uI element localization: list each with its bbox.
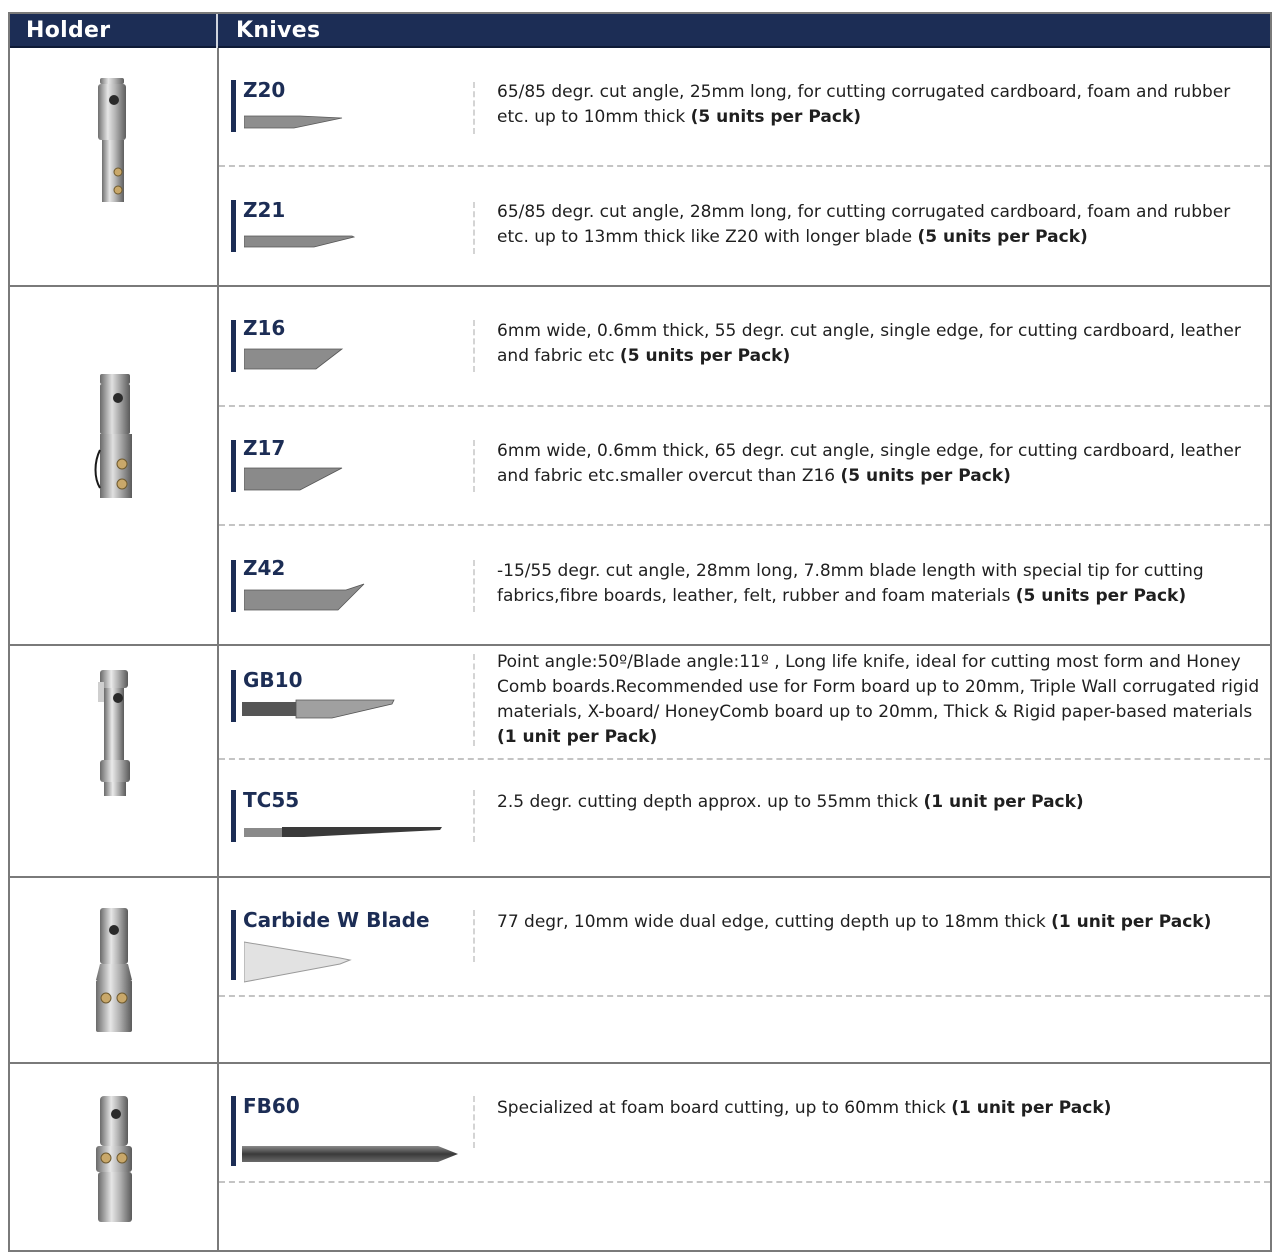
knife-name: Z20 [243, 78, 286, 102]
row-accent-bar [231, 200, 236, 252]
knife-z16-blade [244, 347, 354, 371]
row-separator [219, 165, 1270, 167]
knife-z20-blade [244, 112, 354, 134]
knife-name: Z42 [243, 556, 286, 580]
cell-divider [473, 790, 475, 842]
row-accent-bar [231, 440, 236, 492]
row-separator [219, 1181, 1270, 1183]
knife-description: 2.5 degr. cutting depth approx. up to 55mm thick (1 unit per Pack) [497, 792, 1084, 812]
cell-divider [473, 910, 475, 962]
holder-4-image [90, 906, 136, 1036]
knife-description: -15/55 degr. cut angle, 28mm long, 7.8mm blade length with special tip for cutting fabrics,fibre boards, leather, felt, rubber and foam materials (5 units per Pack) [497, 561, 1204, 606]
knife-description: Point angle:50º/Blade angle:11º , Long life knife, ideal for cutting most form and Honey Comb boards.Recommended use for Form board up to 20mm, Triple Wall corrugated rigid materials, X-board/ HoneyComb board up to 20mm, Thick & Rigid paper-based materials (1 unit per Pack) [497, 652, 1260, 747]
knife-z21-blade [244, 232, 364, 252]
knife-z17-blade [244, 466, 354, 492]
knife-name: Z16 [243, 316, 286, 340]
header-divider [216, 14, 218, 48]
knife-description: 65/85 degr. cut angle, 28mm long, for cutting corrugated cardboard, foam and rubber etc. up to 13mm thick like Z20 with longer blade (5 units per Pack) [497, 202, 1231, 247]
cell-divider [473, 560, 475, 612]
row-separator [219, 405, 1270, 407]
row-accent-bar [231, 560, 236, 612]
knife-name: GB10 [243, 668, 303, 692]
cell-divider [473, 1096, 475, 1148]
knife-description: Specialized at foam board cutting, up to 60mm thick (1 unit per Pack) [497, 1098, 1112, 1118]
holder-column-header: Holder [26, 18, 111, 43]
row-accent-bar [231, 670, 236, 722]
knife-tc55-blade [244, 824, 444, 840]
group-separator [10, 876, 1270, 878]
knife-description: 6mm wide, 0.6mm thick, 65 degr. cut angle, single edge, for cutting cardboard, leather and fabric etc.smaller overcut than Z16 (5 units per Pack) [497, 441, 1241, 486]
holder-5-image [88, 1094, 138, 1226]
table-header [10, 14, 1270, 48]
cell-divider [473, 202, 475, 254]
row-accent-bar [231, 910, 236, 980]
knife-z42-blade [244, 582, 374, 612]
knife-description: 77 degr, 10mm wide dual edge, cutting depth up to 18mm thick (1 unit per Pack) [497, 912, 1212, 932]
knife-name: Z21 [243, 198, 286, 222]
cell-divider [473, 320, 475, 372]
knife-name: Carbide W Blade [243, 908, 430, 932]
knives-table [8, 12, 1272, 1252]
knife-name: TC55 [243, 788, 300, 812]
group-separator [10, 644, 1270, 646]
knife-fb60-blade [242, 1142, 462, 1166]
group-separator [10, 285, 1270, 287]
row-separator [219, 758, 1270, 760]
holder-3-image [94, 668, 134, 798]
row-separator [219, 524, 1270, 526]
knife-gb10-blade [242, 696, 402, 722]
group-separator [10, 1062, 1270, 1064]
knives-column-header: Knives [236, 18, 321, 43]
holder-2-image [92, 372, 136, 502]
knife-description: 6mm wide, 0.6mm thick, 55 degr. cut angle, single edge, for cutting cardboard, leather and fabric etc (5 units per Pack) [497, 321, 1241, 366]
row-accent-bar [231, 1096, 236, 1166]
holder-1-image [94, 76, 130, 206]
cell-divider [473, 654, 475, 746]
knife-name: FB60 [243, 1094, 300, 1118]
cell-divider [473, 82, 475, 134]
row-accent-bar [231, 790, 236, 842]
knife-name: Z17 [243, 436, 286, 460]
knife-carbide-w-blade [244, 940, 354, 984]
column-divider [217, 48, 219, 1252]
cell-divider [473, 440, 475, 492]
knife-description: 65/85 degr. cut angle, 25mm long, for cutting corrugated cardboard, foam and rubber etc. up to 10mm thick (5 units per Pack) [497, 82, 1231, 127]
row-separator [219, 995, 1270, 997]
row-accent-bar [231, 80, 236, 132]
row-accent-bar [231, 320, 236, 372]
